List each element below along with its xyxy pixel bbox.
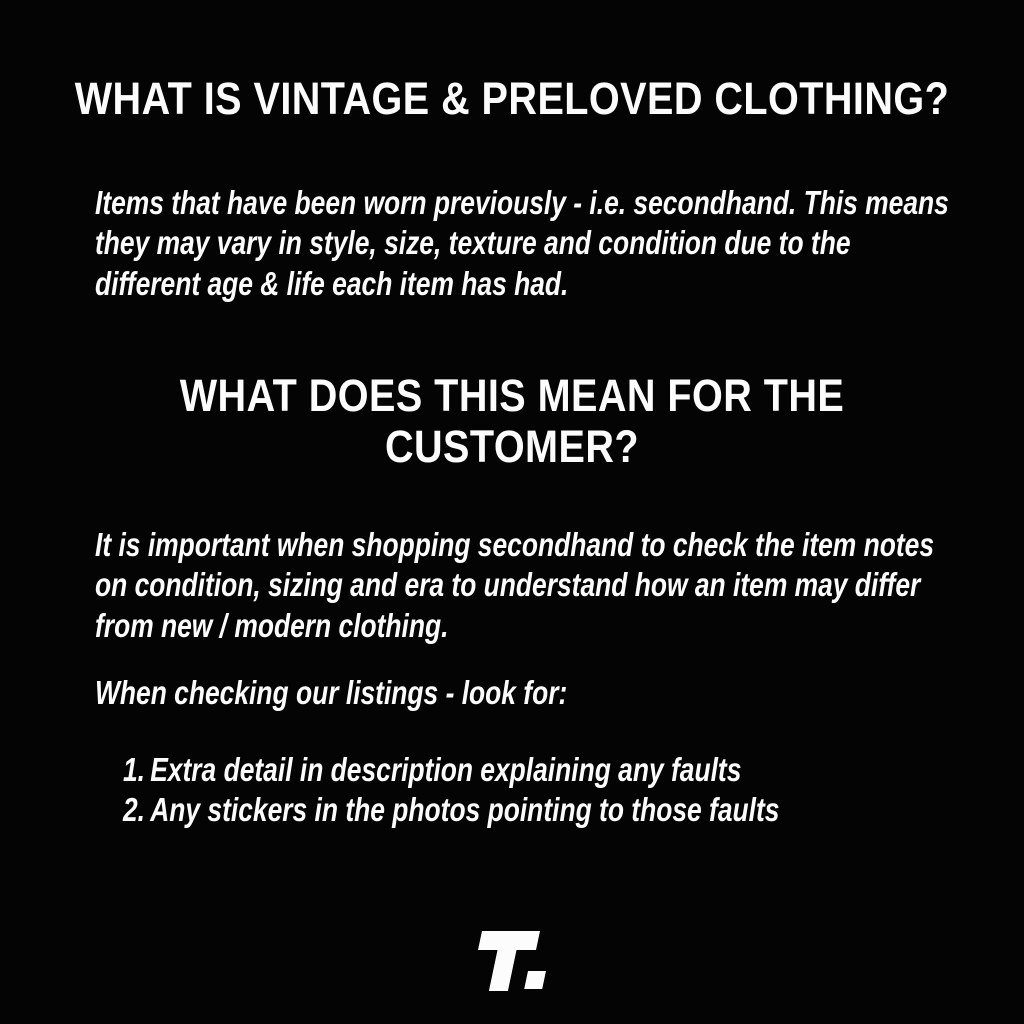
main-heading: WHAT IS VINTAGE & PRELOVED CLOTHING?	[74, 73, 950, 124]
listings-lead-paragraph: When checking our listings - look for:	[95, 674, 568, 711]
checklist-item	[95, 750, 959, 790]
brand-logo-T	[475, 931, 549, 993]
checklist-item	[95, 790, 959, 830]
checklist-item-text: Any stickers in the photos pointing to those faults	[150, 791, 780, 829]
checklist-item-number: 1.	[123, 751, 146, 788]
customer-paragraph: It is important when shopping secondhand to check the item notes on condition, sizing and era to understand how an item may differ from new / modern clothing.	[95, 526, 935, 644]
brand-logo-T-icon	[475, 931, 549, 993]
checklist	[95, 750, 959, 831]
checklist-item-text: Extra detail in description explaining any faults	[150, 751, 742, 788]
customer-heading: WHAT DOES THIS MEAN FOR THE CUSTOMER?	[179, 370, 845, 473]
intro-paragraph: Items that have been worn previously - i.e. secondhand. This means they may vary in style, size, texture and condition due to the different age & life each item has had.	[95, 184, 949, 302]
checklist-item-number: 2.	[123, 791, 146, 829]
